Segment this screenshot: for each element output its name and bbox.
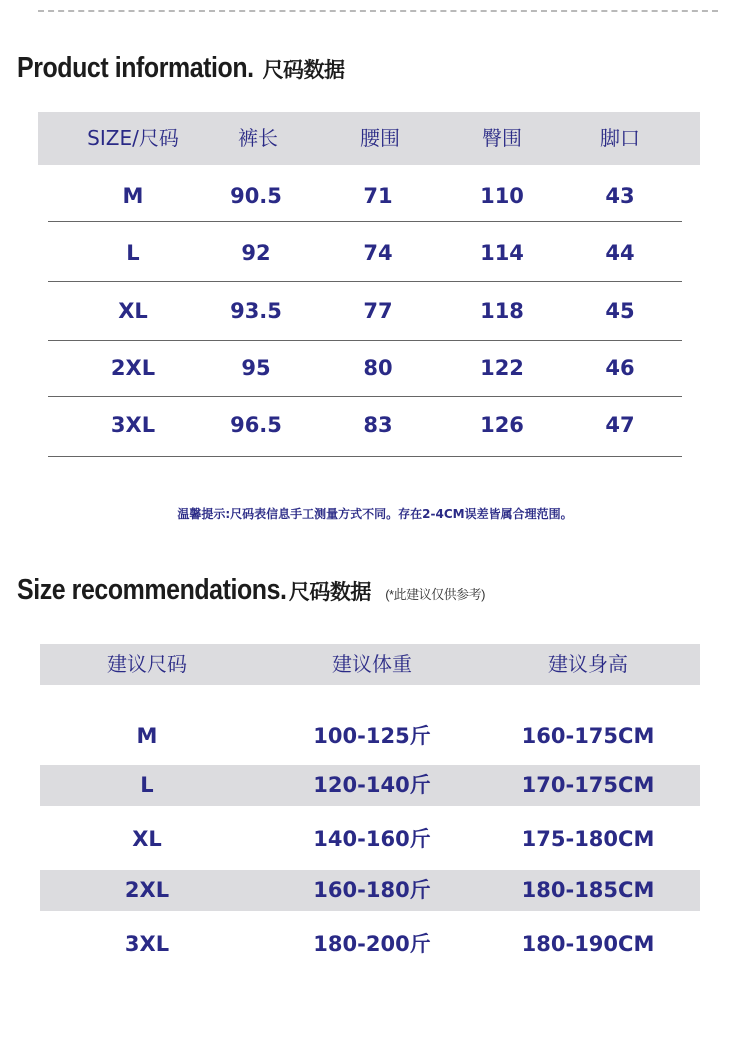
- row-divider: [48, 221, 682, 222]
- table-row: [40, 819, 700, 860]
- dashed-divider: [38, 10, 718, 12]
- cell-hip: 110: [480, 184, 524, 208]
- cell-size: 3XL: [110, 413, 156, 437]
- cell-hip: 126: [480, 413, 524, 437]
- cell-hip: 118: [480, 299, 524, 323]
- cell-height: 180-190CM: [521, 932, 655, 956]
- cell-size: 3XL: [124, 932, 170, 956]
- table-row: [40, 924, 700, 965]
- heading-english: Size recommendations.: [17, 574, 287, 606]
- cell-length: 96.5: [230, 413, 282, 437]
- cell-leg-opening: 46: [605, 356, 635, 380]
- size-table-header: [38, 112, 700, 165]
- cell-weight: 100-125斤: [313, 724, 431, 748]
- table-row: [40, 870, 700, 911]
- cell-size: M: [122, 184, 144, 208]
- cell-size: M: [136, 724, 158, 748]
- cell-size: L: [126, 241, 140, 265]
- row-divider: [48, 456, 682, 457]
- header-size: SIZE/尺码: [87, 126, 179, 150]
- cell-size: XL: [132, 827, 162, 851]
- cell-length: 93.5: [230, 299, 282, 323]
- cell-length: 92: [241, 241, 271, 265]
- header-leg-opening: 脚口: [600, 126, 640, 150]
- cell-weight: 140-160斤: [313, 827, 431, 851]
- table-row: [48, 340, 682, 397]
- table-row: [48, 225, 682, 282]
- cell-waist: 74: [363, 241, 393, 265]
- cell-size: 2XL: [110, 356, 156, 380]
- cell-height: 175-180CM: [521, 827, 655, 851]
- cell-leg-opening: 43: [605, 184, 635, 208]
- table-row: [48, 168, 682, 225]
- cell-leg-opening: 44: [605, 241, 635, 265]
- heading-note: (*此建议仅供参考): [385, 587, 485, 602]
- measurement-tip: 温馨提示:尺码表信息手工测量方式不同。存在2-4CM误差皆属合理范围。: [177, 507, 573, 521]
- cell-hip: 122: [480, 356, 524, 380]
- heading-chinese: 尺码数据: [262, 59, 345, 82]
- cell-weight: 160-180斤: [313, 878, 431, 902]
- header-length: 裤长: [238, 126, 278, 150]
- cell-size: L: [140, 773, 154, 797]
- cell-hip: 114: [480, 241, 524, 265]
- cell-weight: 180-200斤: [313, 932, 431, 956]
- heading-english: Product information.: [17, 52, 254, 84]
- table-row: [48, 397, 682, 454]
- header-hip: 臀围: [482, 126, 522, 150]
- cell-weight: 120-140斤: [313, 773, 431, 797]
- cell-size: XL: [118, 299, 148, 323]
- table-row: [40, 716, 700, 757]
- size-recommendations-heading: [17, 570, 485, 607]
- product-information-heading: [17, 48, 345, 85]
- cell-height: 180-185CM: [521, 878, 655, 902]
- header-recommended-weight: 建议体重: [332, 652, 412, 676]
- cell-height: 170-175CM: [521, 773, 655, 797]
- cell-waist: 77: [363, 299, 393, 323]
- cell-length: 90.5: [230, 184, 282, 208]
- row-divider: [48, 281, 682, 282]
- cell-waist: 83: [363, 413, 393, 437]
- header-recommended-size: 建议尺码: [107, 652, 187, 676]
- recommendation-table-header: [40, 644, 700, 685]
- cell-height: 160-175CM: [521, 724, 655, 748]
- cell-waist: 80: [363, 356, 393, 380]
- cell-length: 95: [241, 356, 271, 380]
- cell-waist: 71: [363, 184, 393, 208]
- header-recommended-height: 建议身高: [548, 652, 628, 676]
- cell-leg-opening: 45: [605, 299, 635, 323]
- header-waist: 腰围: [360, 126, 400, 150]
- table-row: [48, 283, 682, 340]
- cell-leg-opening: 47: [605, 413, 635, 437]
- table-row: [40, 765, 700, 806]
- cell-size: 2XL: [124, 878, 170, 902]
- heading-chinese: 尺码数据: [288, 581, 371, 604]
